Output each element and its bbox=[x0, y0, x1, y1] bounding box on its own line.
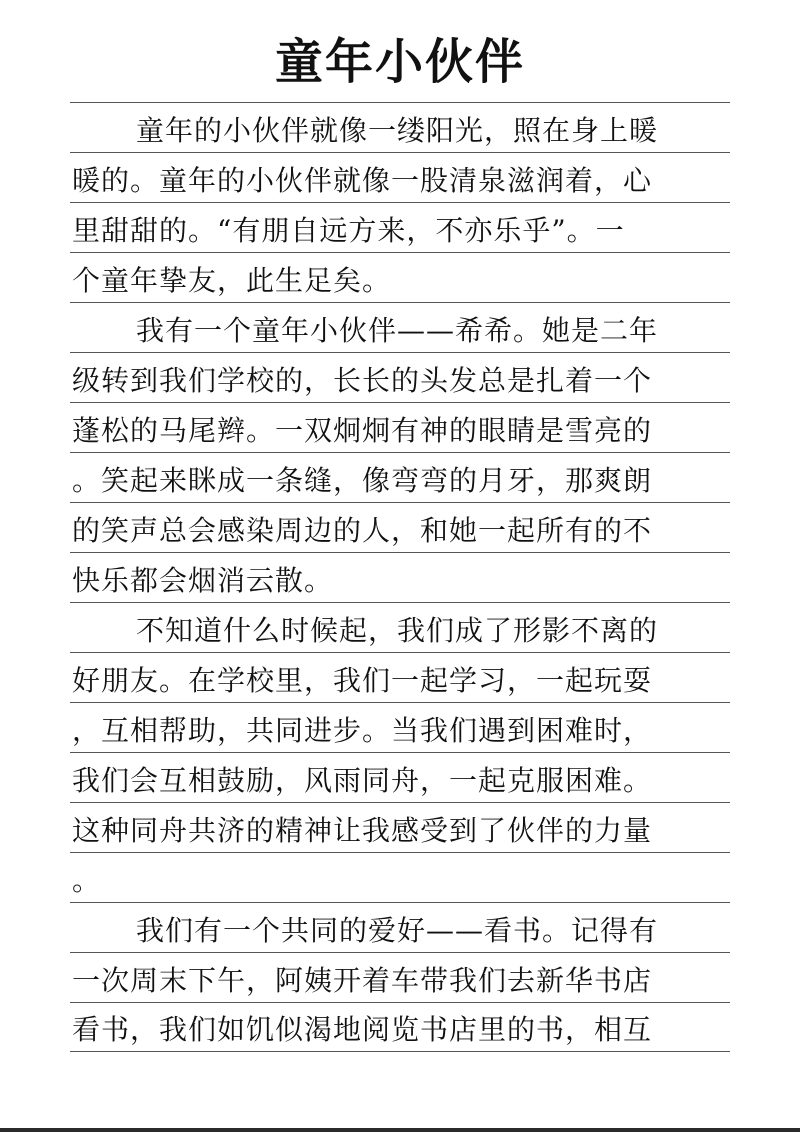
ruled-line bbox=[70, 502, 730, 552]
ruled-line bbox=[70, 152, 730, 202]
ruled-line bbox=[70, 902, 730, 952]
text-line: 。笑起来眯成一条缝，像弯弯的月牙，那爽朗 bbox=[72, 464, 653, 497]
text-line: 一次周末下午，阿姨开着车带我们去新华书店 bbox=[72, 964, 653, 997]
text-line: 。 bbox=[72, 864, 102, 897]
text-line: 这种同舟共济的精神让我感受到了伙伴的力量 bbox=[72, 814, 653, 847]
text-line: 我有一个童年小伙伴——希希。她是二年 bbox=[136, 314, 659, 347]
text-line: 暖的。童年的小伙伴就像一股清泉滋润着，心 bbox=[72, 164, 653, 197]
ruled-line bbox=[70, 202, 730, 252]
ruled-text-area bbox=[70, 102, 730, 1052]
ruled-line bbox=[70, 1002, 730, 1052]
ruled-line bbox=[70, 702, 730, 752]
ruled-line bbox=[70, 352, 730, 402]
text-line: 个童年挚友，此生足矣。 bbox=[72, 264, 392, 297]
ruled-line bbox=[70, 402, 730, 452]
text-line: 好朋友。在学校里，我们一起学习，一起玩耍 bbox=[72, 664, 653, 697]
ruled-line bbox=[70, 952, 730, 1002]
ruled-line bbox=[70, 452, 730, 502]
ruled-line bbox=[70, 102, 730, 152]
ruled-line bbox=[70, 302, 730, 352]
document-title: 童年小伙伴 bbox=[274, 34, 525, 90]
ruled-line bbox=[70, 652, 730, 702]
ruled-line bbox=[70, 802, 730, 852]
text-line: 不知道什么时候起，我们成了形影不离的 bbox=[136, 614, 659, 647]
ruled-line bbox=[70, 852, 730, 902]
text-line: 童年的小伙伴就像一缕阳光，照在身上暖 bbox=[136, 114, 659, 147]
text-line: 的笑声总会感染周边的人，和她一起所有的不 bbox=[72, 514, 653, 547]
text-line: 看书，我们如饥似渴地阅览书店里的书，相互 bbox=[72, 1013, 653, 1046]
ruled-line bbox=[70, 252, 730, 302]
text-line: 我们会互相鼓励，风雨同舟，一起克服困难。 bbox=[72, 764, 653, 797]
ruled-line bbox=[70, 602, 730, 652]
ruled-line bbox=[70, 752, 730, 802]
text-line: 蓬松的马尾辫。一双炯炯有神的眼睛是雪亮的 bbox=[72, 414, 653, 447]
text-line: 快乐都会烟消云散。 bbox=[72, 564, 334, 597]
text-line: 级转到我们学校的，长长的头发总是扎着一个 bbox=[72, 364, 653, 397]
ruled-line bbox=[70, 552, 730, 602]
text-line: 我们有一个共同的爱好——看书。记得有 bbox=[136, 914, 659, 947]
text-line: ，互相帮助，共同进步。当我们遇到困难时， bbox=[72, 714, 653, 747]
text-line: 里甜甜的。“有朋自远方来，不亦乐乎”。一 bbox=[72, 214, 625, 247]
page-bottom-edge bbox=[0, 1128, 800, 1132]
